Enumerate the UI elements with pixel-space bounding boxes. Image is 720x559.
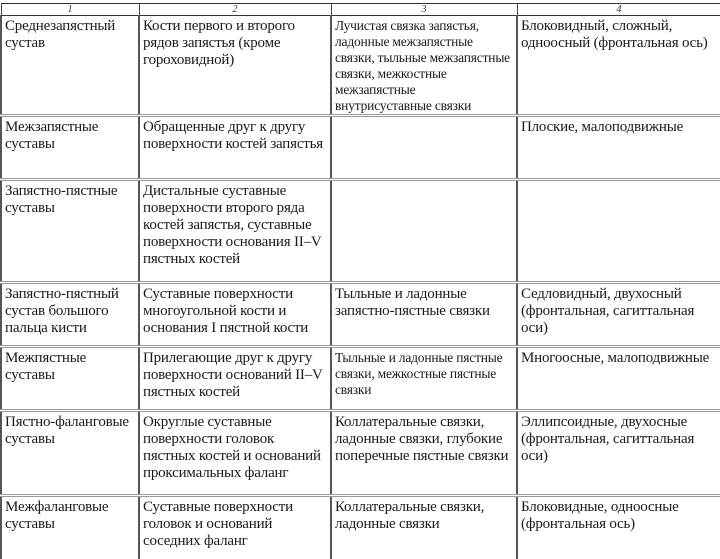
surfaces-cell: [139, 411, 331, 496]
ligaments: Тыльные и ладонные пястные связки, межкостные пястные связки: [335, 350, 513, 398]
surfaces-cell: [139, 180, 331, 283]
joint-name: Межзапястные суставы: [5, 119, 135, 153]
surfaces-cell: [139, 347, 331, 411]
column-number-1: 1: [1, 4, 139, 16]
joint-type-cell: [517, 496, 720, 559]
joint-name-cell: [1, 347, 139, 411]
articular-surfaces: Суставные поверхности головок и оснований соседних фаланг: [143, 499, 327, 550]
ligaments-cell: [331, 283, 517, 347]
surfaces-cell: [139, 116, 331, 180]
articular-surfaces: Дистальные суставные поверхности второго ряда костей запястья, суставные поверхности основания II–V пястных костей: [143, 183, 327, 268]
joint-type-cell: [517, 283, 720, 347]
table-row: [1, 16, 720, 116]
joint-type: Блоковидные, одноосные (фронтальная ось): [521, 499, 717, 533]
articular-surfaces: Прилегающие друг к другу поверхности оснований II–V пястных костей: [143, 350, 327, 401]
joint-type-cell: [517, 180, 720, 283]
joint-type: Эллипсоидные, двухосные (фронтальная, сагиттальная оси): [521, 414, 717, 465]
joint-type-cell: [517, 411, 720, 496]
ligaments-cell: [331, 116, 517, 180]
joint-name: Запястно-пястный сустав большого пальца кисти: [5, 286, 135, 337]
joint-name: Пястно-фаланговые суставы: [5, 414, 135, 448]
articular-surfaces: Суставные поверхности многоугольной кости и основания I пястной кости: [143, 286, 327, 337]
joint-type: Седловидный, двухосный (фронтальная, сагиттальная оси): [521, 286, 717, 337]
ligaments: Коллатеральные связки, ладонные связки, глубокие поперечные пястные связки: [335, 414, 513, 465]
ligaments: Лучистая связка запястья, ладонные межзапястные связки, тыльные межзапястные связки, межкостные межзапястные внутрисуставные связки: [335, 18, 513, 114]
joints-table: [0, 3, 720, 559]
joint-name-cell: [1, 411, 139, 496]
joint-type-cell: [517, 16, 720, 116]
table-row: [1, 496, 720, 559]
joint-name-cell: [1, 496, 139, 559]
joint-type: Блоковидный, сложный, одноосный (фронтальная ось): [521, 18, 717, 52]
surfaces-cell: [139, 496, 331, 559]
surfaces-cell: [139, 283, 331, 347]
surfaces-cell: [139, 16, 331, 116]
column-number-4: 4: [517, 4, 720, 16]
joint-type-cell: [517, 116, 720, 180]
ligaments-cell: [331, 16, 517, 116]
ligaments-cell: [331, 347, 517, 411]
articular-surfaces: Кости первого и второго рядов запястья (кроме гороховидной): [143, 18, 327, 69]
joint-type: Плоские, малоподвижные: [521, 119, 717, 136]
joint-name: Межфаланговые суставы: [5, 499, 135, 533]
table-row: [1, 347, 720, 411]
column-number-3: 3: [331, 4, 517, 16]
joint-name: Запястно-пястные суставы: [5, 183, 135, 217]
joint-type: Многоосные, малоподвижные: [521, 350, 717, 367]
table-row: [1, 180, 720, 283]
articular-surfaces: Округлые суставные поверхности головок пястных костей и оснований проксимальных фаланг: [143, 414, 327, 482]
joint-type-cell: [517, 347, 720, 411]
ligaments: Тыльные и ладонные запястно-пястные связки: [335, 286, 513, 320]
ligaments-cell: [331, 180, 517, 283]
table-row: [1, 116, 720, 180]
ligaments-cell: [331, 411, 517, 496]
joint-name-cell: [1, 16, 139, 116]
ligaments: Коллатеральные связки, ладонные связки: [335, 499, 513, 533]
joint-name: Межпястные суставы: [5, 350, 135, 384]
ligaments-cell: [331, 496, 517, 559]
table-row: [1, 411, 720, 496]
header-row: [1, 4, 720, 16]
table-row: [1, 283, 720, 347]
joint-name-cell: [1, 116, 139, 180]
column-number-2: 2: [139, 4, 331, 16]
joint-name: Среднезапястный сустав: [5, 18, 135, 52]
articular-surfaces: Обращенные друг к другу поверхности костей запястья: [143, 119, 327, 153]
joint-name-cell: [1, 180, 139, 283]
joint-name-cell: [1, 283, 139, 347]
